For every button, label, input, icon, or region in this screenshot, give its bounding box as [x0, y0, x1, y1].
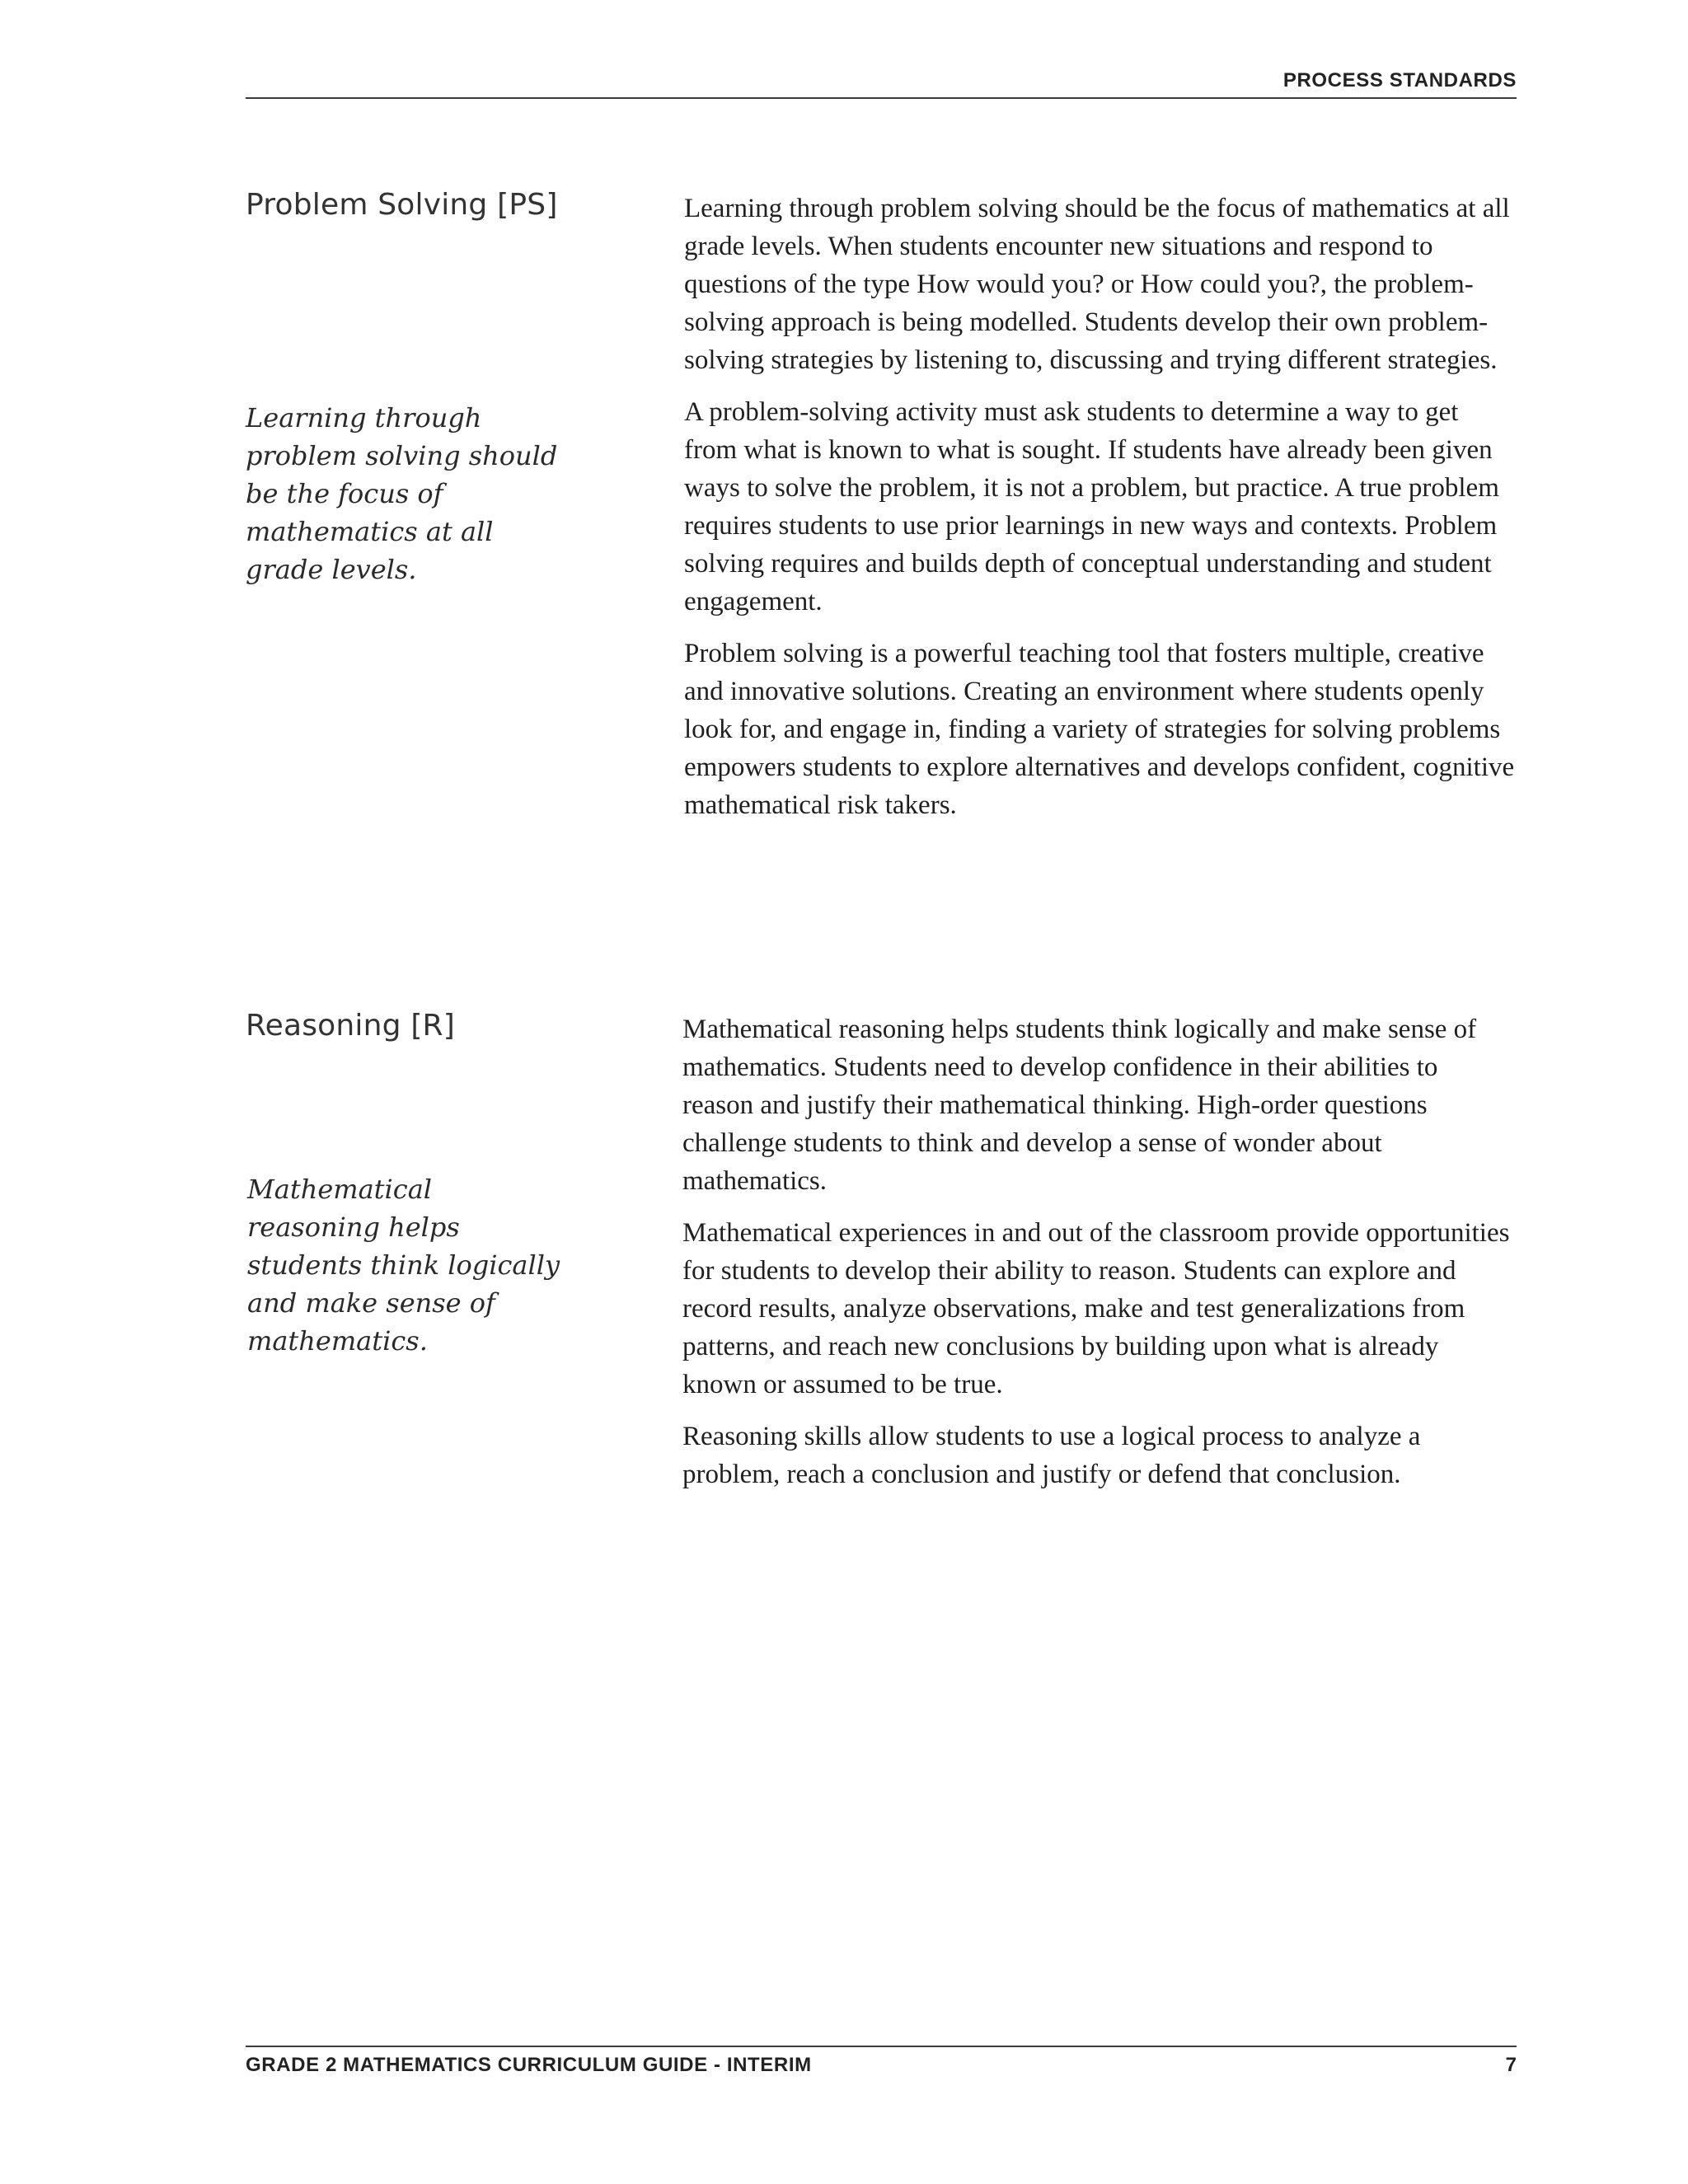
body-paragraph: Problem solving is a powerful teaching tool that fosters multiple, creative and innovative solutions. Creating an environment where students openly look for, and engage in, finding a variety of strategies for solving problems empowers students to explore alternatives and develops confident, cognitive mathematical risk takers.	[684, 639, 1515, 820]
page-footer	[246, 2046, 1517, 2080]
section-body-text	[684, 190, 1517, 838]
sidebar-pull-quote: Learning through problem solving should be the focus of mathematics at all grade levels.	[246, 402, 558, 585]
body-paragraph: Reasoning skills allow students to use a logical process to analyze a problem, reach a conclusion and justify or defend that conclusion.	[682, 1422, 1421, 1489]
page-header	[246, 68, 1517, 99]
body-paragraph: A problem-solving activity must ask students to determine a way to get from what is known to what is sought. If students have already been given ways to solve the problem, it is not a problem, but practice. A true problem requires students to use prior learnings in new ways and contexts. Problem solving requires and builds depth of conceptual understanding and student engagement.	[684, 397, 1499, 616]
section-heading: Problem Solving [PS]	[246, 188, 558, 222]
page-number: 7	[1505, 2054, 1517, 2076]
section-body-text	[682, 1010, 1515, 1507]
running-header-title: PROCESS STANDARDS	[1282, 69, 1517, 91]
body-paragraph: Mathematical experiences in and out of the classroom provide opportunities for students to develop their ability to reason. Students can explore and record results, analyze observations, make and test generalizations from patterns, and reach new conclusions by building upon what is already known or assumed to be true.	[682, 1218, 1510, 1399]
body-paragraph: Learning through problem solving should be the focus of mathematics at all grade levels. When students encounter new situations and respond to questions of the type How would you? or How could you?, the problem-solving approach is being modelled. Students develop their own problem-solving strategies by listening to, discussing and trying different strategies.	[684, 194, 1510, 375]
body-paragraph: Mathematical reasoning helps students think logically and make sense of mathematics. Students need to develop confidence in their abilities to reason and justify their mathematical thinking. High-order questions challenge students to think and develop a sense of wonder about mathematics.	[682, 1015, 1477, 1196]
section-heading: Reasoning [R]	[246, 1009, 456, 1043]
sidebar-pull-quote: Mathematical reasoning helps students think logically and make sense of mathematics.	[247, 1174, 560, 1357]
footer-document-title: GRADE 2 MATHEMATICS CURRICULUM GUIDE - INTERIM	[246, 2054, 812, 2076]
